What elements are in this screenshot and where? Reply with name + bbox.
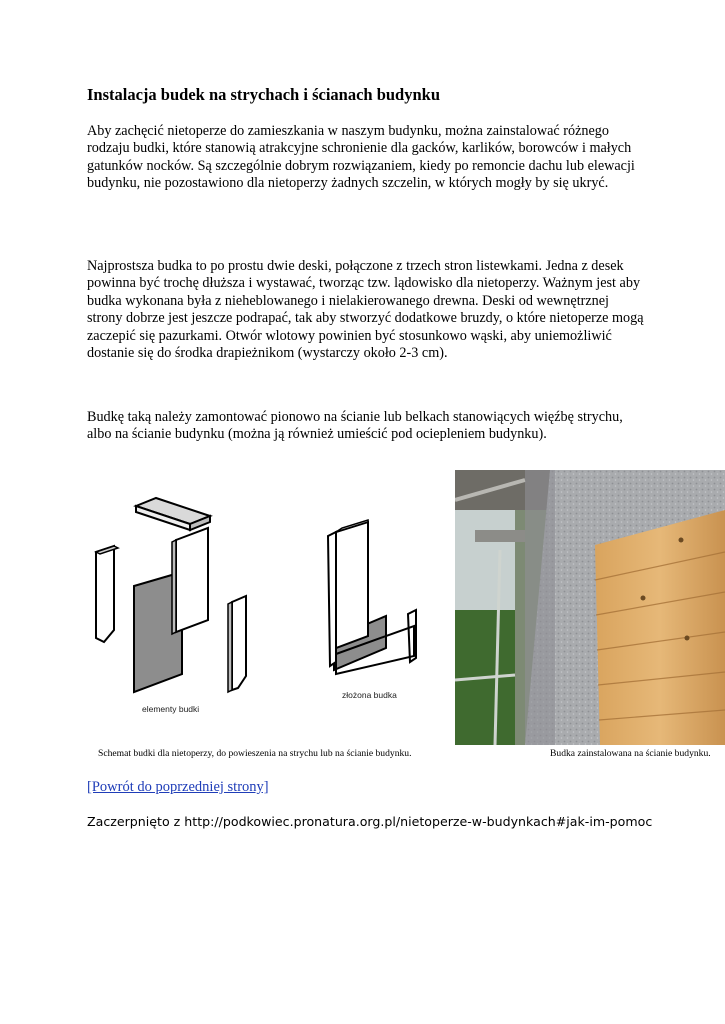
diagram-label-elements: elementy budki (142, 704, 200, 714)
paragraph-construction: Najprostsza budka to po prostu dwie deski, połączone z trzech stron listewkami. Jedna z desek powinna być trochę dłuższa i wystawać, tworząc tzw. lądowisko dla nietoperzy. Ważnym jest aby budka wykonana była z nieheblowanego i nielakierowanego drewna. Deski od wewnętrznej strony dobrze jest jeszcze podrapać, tak aby stworzyć dodatkowe bruzdy, o które nietoperze mogą zaczepić się pazurkami. Otwór wlotowy powinien być stosunkowo wąski, aby uniemożliwić dostanie się do środka drapieżnikom (wystarczy około 2-3 cm). (87, 258, 644, 362)
paragraph-mounting: Budkę taką należy zamontować pionowo na ścianie lub belkach stanowiących więźbę strychu, albo na ścianie budynku (można ją również umieścić pod ociepleniem budynku). (87, 409, 623, 443)
back-link[interactable]: [Powrót do poprzedniej strony] (87, 779, 269, 795)
diagram-left-strip (96, 546, 118, 642)
bat-box-diagram (84, 490, 454, 730)
diagram-assembled-box (328, 520, 416, 674)
diagram-caption: Schemat budki dla nietoperzy, do powieszenia na strychu lub na ścianie budynku. (98, 748, 412, 759)
diagram-right-strip (228, 596, 246, 692)
diagram-label-assembled: złożona budka (342, 690, 397, 700)
diagram-front-board (172, 528, 208, 634)
installed-box-photo (455, 470, 725, 745)
paragraph-intro: Aby zachęcić nietoperze do zamieszkania w naszym budynku, można zainstalować różnego rodzaju budki, które stanowią atrakcyjne schronienie dla gacków, karlików, borowców i małych gatunków nocków. Są szczególnie dobrym rozwiązaniem, kiedy po remoncie dachu lub elewacji budynku, nie pozostawiono dla nietoperzy żadnych szczelin, w których mogły by się ukryć. (87, 123, 635, 192)
source-note: Zaczerpnięto z http://podkowiec.pronatura.org.pl/nietoperze-w-budynkach#jak-im-pomoc (87, 814, 653, 829)
photo-caption: Budka zainstalowana na ścianie budynku. (550, 748, 711, 759)
diagram-roof-board (136, 498, 210, 530)
page-title: Instalacja budek na strychach i ścianach budynku (87, 85, 441, 104)
